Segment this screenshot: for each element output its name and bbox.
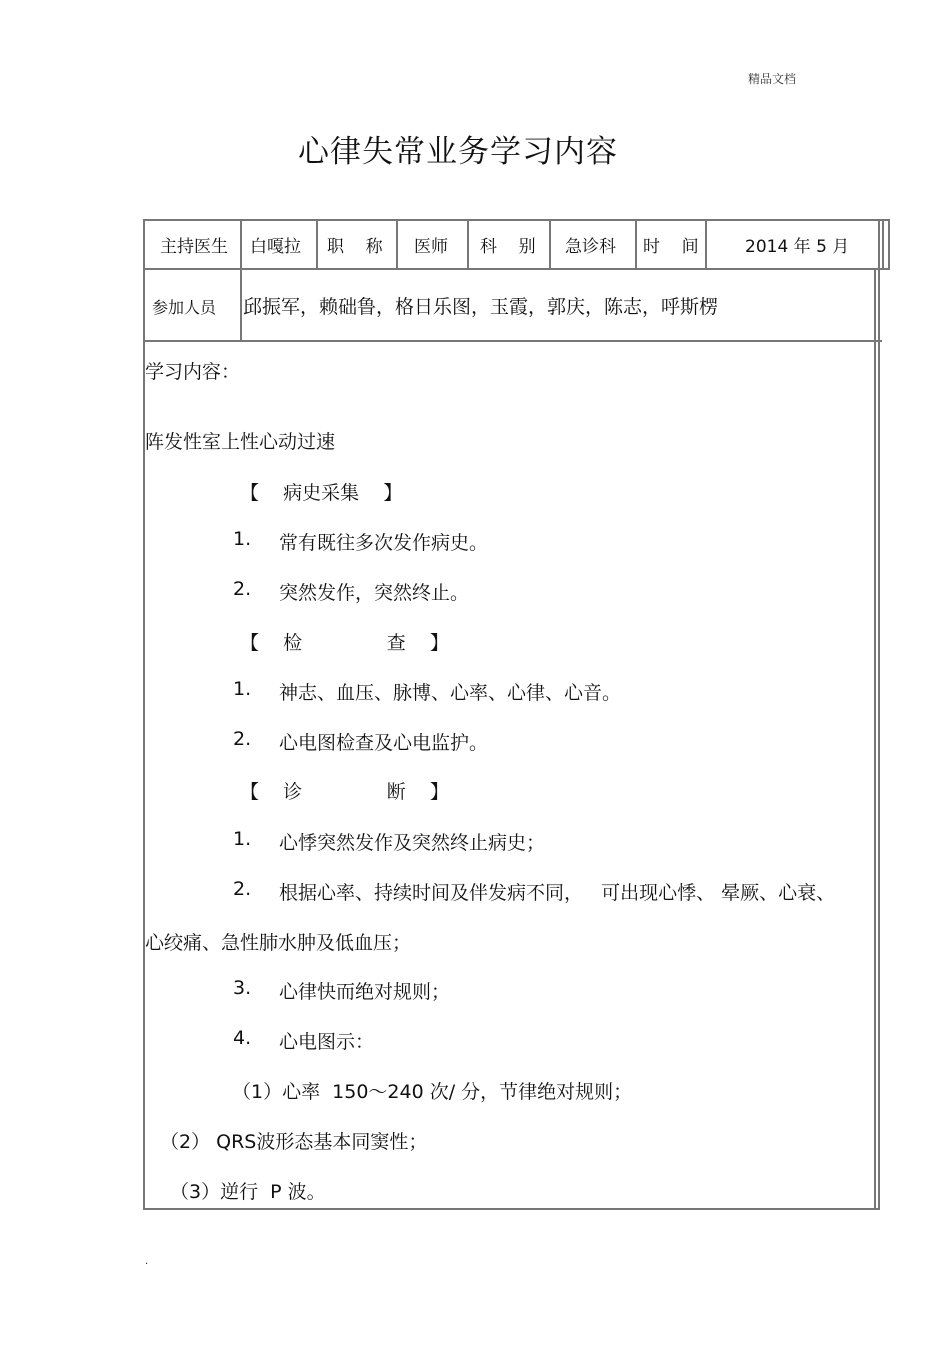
col-divider-7 [705, 219, 707, 269]
diag-4-num: 4. [233, 1027, 252, 1049]
post-label: 职 称 [327, 237, 383, 257]
attendees-value: 邱振军，赖础鲁，格日乐图，玉霞，郭庆，陈志，呼斯楞 [243, 296, 719, 318]
ecg-item-3: （3）逆行 P 波。 [170, 1181, 326, 1203]
col-divider-4 [467, 219, 469, 269]
col-divider-2 [316, 219, 318, 269]
diag-1: 心悸突然发作及突然终止病史； [279, 832, 546, 854]
host-value: 白嘎拉 [250, 237, 301, 257]
diag-1-num: 1. [233, 828, 252, 850]
table-right-inner-border [874, 269, 876, 1210]
exam-2-num: 2. [233, 728, 252, 750]
header-right-border-b [888, 219, 890, 270]
col-divider-6 [635, 219, 637, 269]
col-divider-3 [396, 219, 398, 269]
history-heading: 【 病史采集 】 [240, 482, 403, 504]
intro-label: 学习内容： [145, 361, 241, 383]
history-2-num: 2. [233, 578, 252, 600]
col-divider-5 [549, 219, 551, 269]
time-value: 2014 年 5 月 [745, 237, 850, 257]
exam-heading: 【 检 查 】 [240, 632, 449, 654]
history-2: 突然发作，突然终止。 [279, 582, 470, 604]
exam-1: 神志、血压、脉博、心率、心律、心音。 [279, 682, 622, 704]
post-value: 医师 [414, 237, 448, 257]
diag-heading: 【 诊 断 】 [240, 781, 449, 803]
time-label: 时 间 [643, 237, 699, 257]
diag-2-line-b: 心绞痛、急性肺水肿及低血压； [145, 932, 412, 954]
header-top-border [143, 219, 890, 221]
header-right-border-a [882, 219, 884, 270]
history-1: 常有既往多次发作病史。 [279, 532, 489, 554]
topic-heading: 阵发性室上性心动过速 [145, 431, 336, 453]
diag-4: 心电图示： [279, 1031, 375, 1053]
diag-2-num: 2. [233, 878, 252, 900]
watermark-text: 精品文档 [748, 72, 797, 86]
exam-2: 心电图检查及心电监护。 [279, 732, 489, 754]
ecg-item-2: （2） QRS波形态基本同窦性； [160, 1131, 428, 1153]
header-row-divider [143, 268, 890, 270]
ecg-item-1: （1）心率 150～240 次/ 分，节律绝对规则； [232, 1081, 633, 1103]
record-table [143, 219, 880, 1210]
attendees-label: 参加人员 [152, 298, 217, 317]
dept-label: 科 别 [480, 237, 536, 257]
attendees-row-divider [143, 340, 882, 342]
dept-value: 急诊科 [565, 237, 616, 257]
footer-dot: . [145, 1256, 149, 1267]
diag-2-line-a: 根据心率、持续时间及伴发病不同， 可出现心悸、 晕厥、心衰、 [279, 882, 836, 904]
exam-1-num: 1. [233, 678, 252, 700]
history-1-num: 1. [233, 528, 252, 550]
host-label: 主持医生 [160, 237, 228, 257]
col-divider-1 [240, 219, 242, 342]
diag-3-num: 3. [233, 977, 252, 999]
page-title: 心律失常业务学习内容 [298, 134, 618, 170]
diag-3: 心律快而绝对规则； [279, 981, 451, 1003]
